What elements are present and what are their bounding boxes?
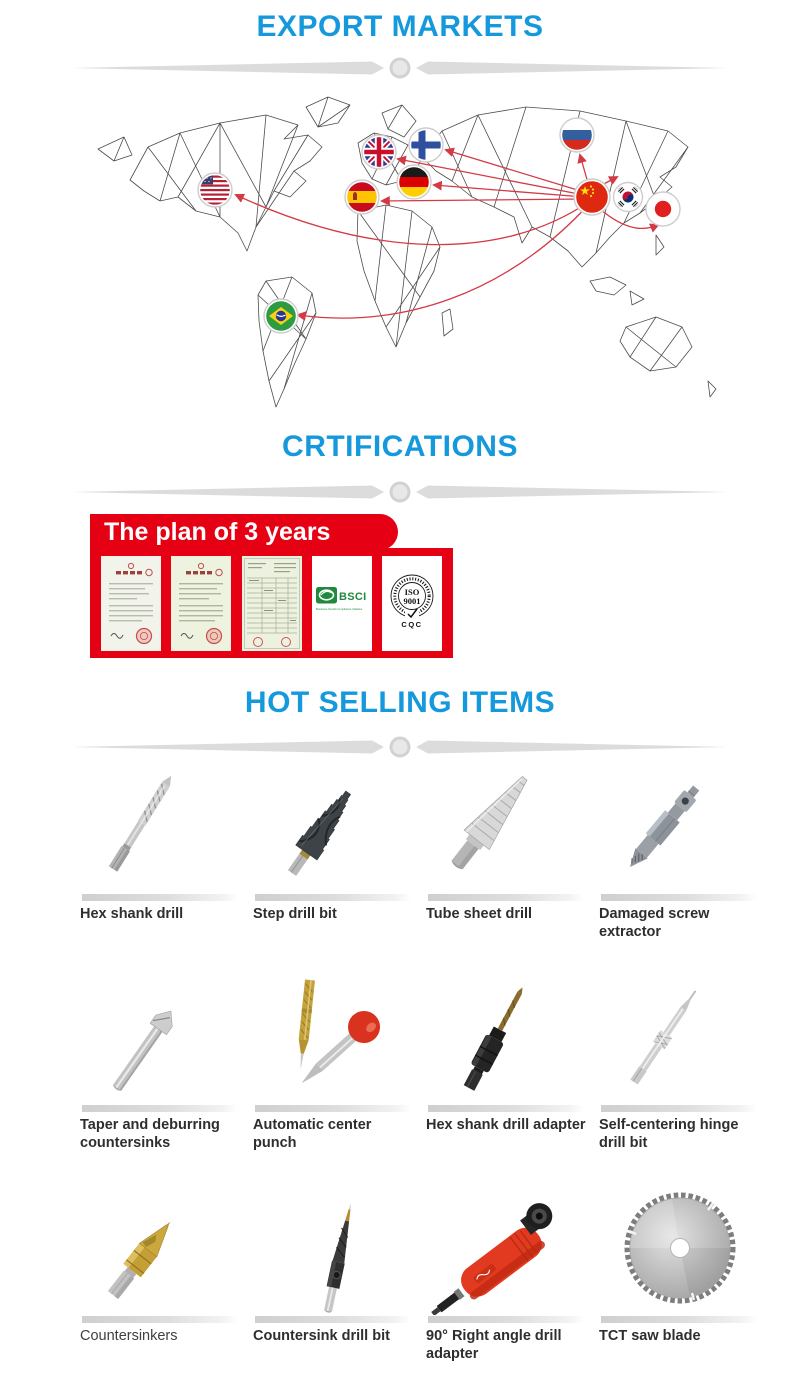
damaged-screw-extractor-image xyxy=(604,763,754,893)
product-tile xyxy=(253,973,413,1184)
flag-finland-icon xyxy=(409,128,443,162)
product-tile xyxy=(426,762,586,973)
certifications-panel xyxy=(90,548,453,658)
bsci-label: BSCI xyxy=(338,591,367,603)
product-shadow xyxy=(82,894,238,901)
iso-line1: ISO xyxy=(404,587,420,597)
bsci-logo xyxy=(312,556,372,651)
product-label: Taper and deburring countersinks xyxy=(80,1117,220,1151)
product-shadow xyxy=(255,1105,411,1112)
flag-usa-icon xyxy=(198,173,232,207)
product-label: 90° Right angle drill adapter xyxy=(426,1328,562,1362)
product-label: Hex shank drill xyxy=(80,906,184,922)
product-tile xyxy=(426,1184,586,1377)
section-divider xyxy=(72,481,728,503)
product-tile xyxy=(253,1184,413,1377)
countersink-drill-bit-image xyxy=(258,1185,408,1315)
product-shadow xyxy=(82,1316,238,1323)
flag-south-korea-icon xyxy=(614,183,643,212)
iso-line2: 9001 xyxy=(403,596,421,606)
product-shadow xyxy=(428,1316,584,1323)
product-tile xyxy=(80,973,240,1184)
patent-certificate-1-image xyxy=(101,556,161,651)
product-shadow xyxy=(601,1105,757,1112)
world-map-wireframe xyxy=(98,97,716,407)
product-label: Self-centering hinge drill bit xyxy=(599,1117,739,1151)
product-label: TCT saw blade xyxy=(599,1328,701,1344)
flag-uk-icon xyxy=(362,135,396,169)
certifications-title: CRTIFICATIONS xyxy=(282,430,518,463)
inspection-report-image xyxy=(242,556,302,651)
export-markets-map xyxy=(70,85,730,425)
product-label: Hex shank drill adapter xyxy=(426,1117,586,1133)
section-divider xyxy=(72,57,728,79)
right-angle-adapter-image xyxy=(431,1185,581,1315)
product-shadow xyxy=(428,1105,584,1112)
product-shadow xyxy=(255,1316,411,1323)
product-shadow xyxy=(601,1316,757,1323)
automatic-center-punch-image xyxy=(258,974,408,1104)
product-tile xyxy=(253,762,413,973)
product-shadow xyxy=(428,894,584,901)
product-tile xyxy=(80,1184,240,1377)
taper-countersink-image xyxy=(85,974,235,1104)
product-label: Countersink drill bit xyxy=(253,1328,390,1344)
hex-shank-drill-image xyxy=(85,763,235,893)
section-divider xyxy=(72,736,728,758)
certifications-banner: The plan of 3 years xyxy=(90,514,398,550)
product-label: Step drill bit xyxy=(253,906,337,922)
step-drill-bit-image xyxy=(258,763,408,893)
flag-spain-icon xyxy=(345,180,379,214)
product-tile xyxy=(599,762,759,973)
flag-brazil-icon xyxy=(264,299,298,333)
flag-japan-icon xyxy=(646,192,680,226)
patent-certificate-2-image xyxy=(171,556,231,651)
countersinker-image xyxy=(85,1185,235,1315)
product-tile xyxy=(80,762,240,973)
tct-saw-blade-image xyxy=(604,1185,754,1315)
product-label: Damaged screw extractor xyxy=(599,906,710,940)
product-shadow xyxy=(255,894,411,901)
flag-china-icon xyxy=(574,179,610,215)
self-centering-hinge-bit-image xyxy=(604,974,754,1104)
tube-sheet-drill-image xyxy=(431,763,581,893)
iso-9001-logo xyxy=(382,556,442,651)
product-tile xyxy=(426,973,586,1184)
product-shadow xyxy=(601,894,757,901)
product-label: Automatic center punch xyxy=(253,1117,372,1151)
product-tile xyxy=(599,973,759,1184)
flag-germany-icon xyxy=(397,165,431,199)
bsci-caption: Business Social Compliance Initiative xyxy=(315,607,363,611)
export-markets-title: EXPORT MARKETS xyxy=(256,10,544,43)
hex-shank-adapter-image xyxy=(431,974,581,1104)
product-label: Tube sheet drill xyxy=(426,906,533,922)
product-label: Countersinkers xyxy=(80,1328,178,1344)
hot-selling-title: HOT SELLING ITEMS xyxy=(244,686,556,719)
product-grid xyxy=(80,762,739,1377)
flag-russia-icon xyxy=(560,118,594,152)
product-shadow xyxy=(82,1105,238,1112)
iso-sub: CQC xyxy=(401,620,423,629)
product-tile xyxy=(599,1184,759,1377)
